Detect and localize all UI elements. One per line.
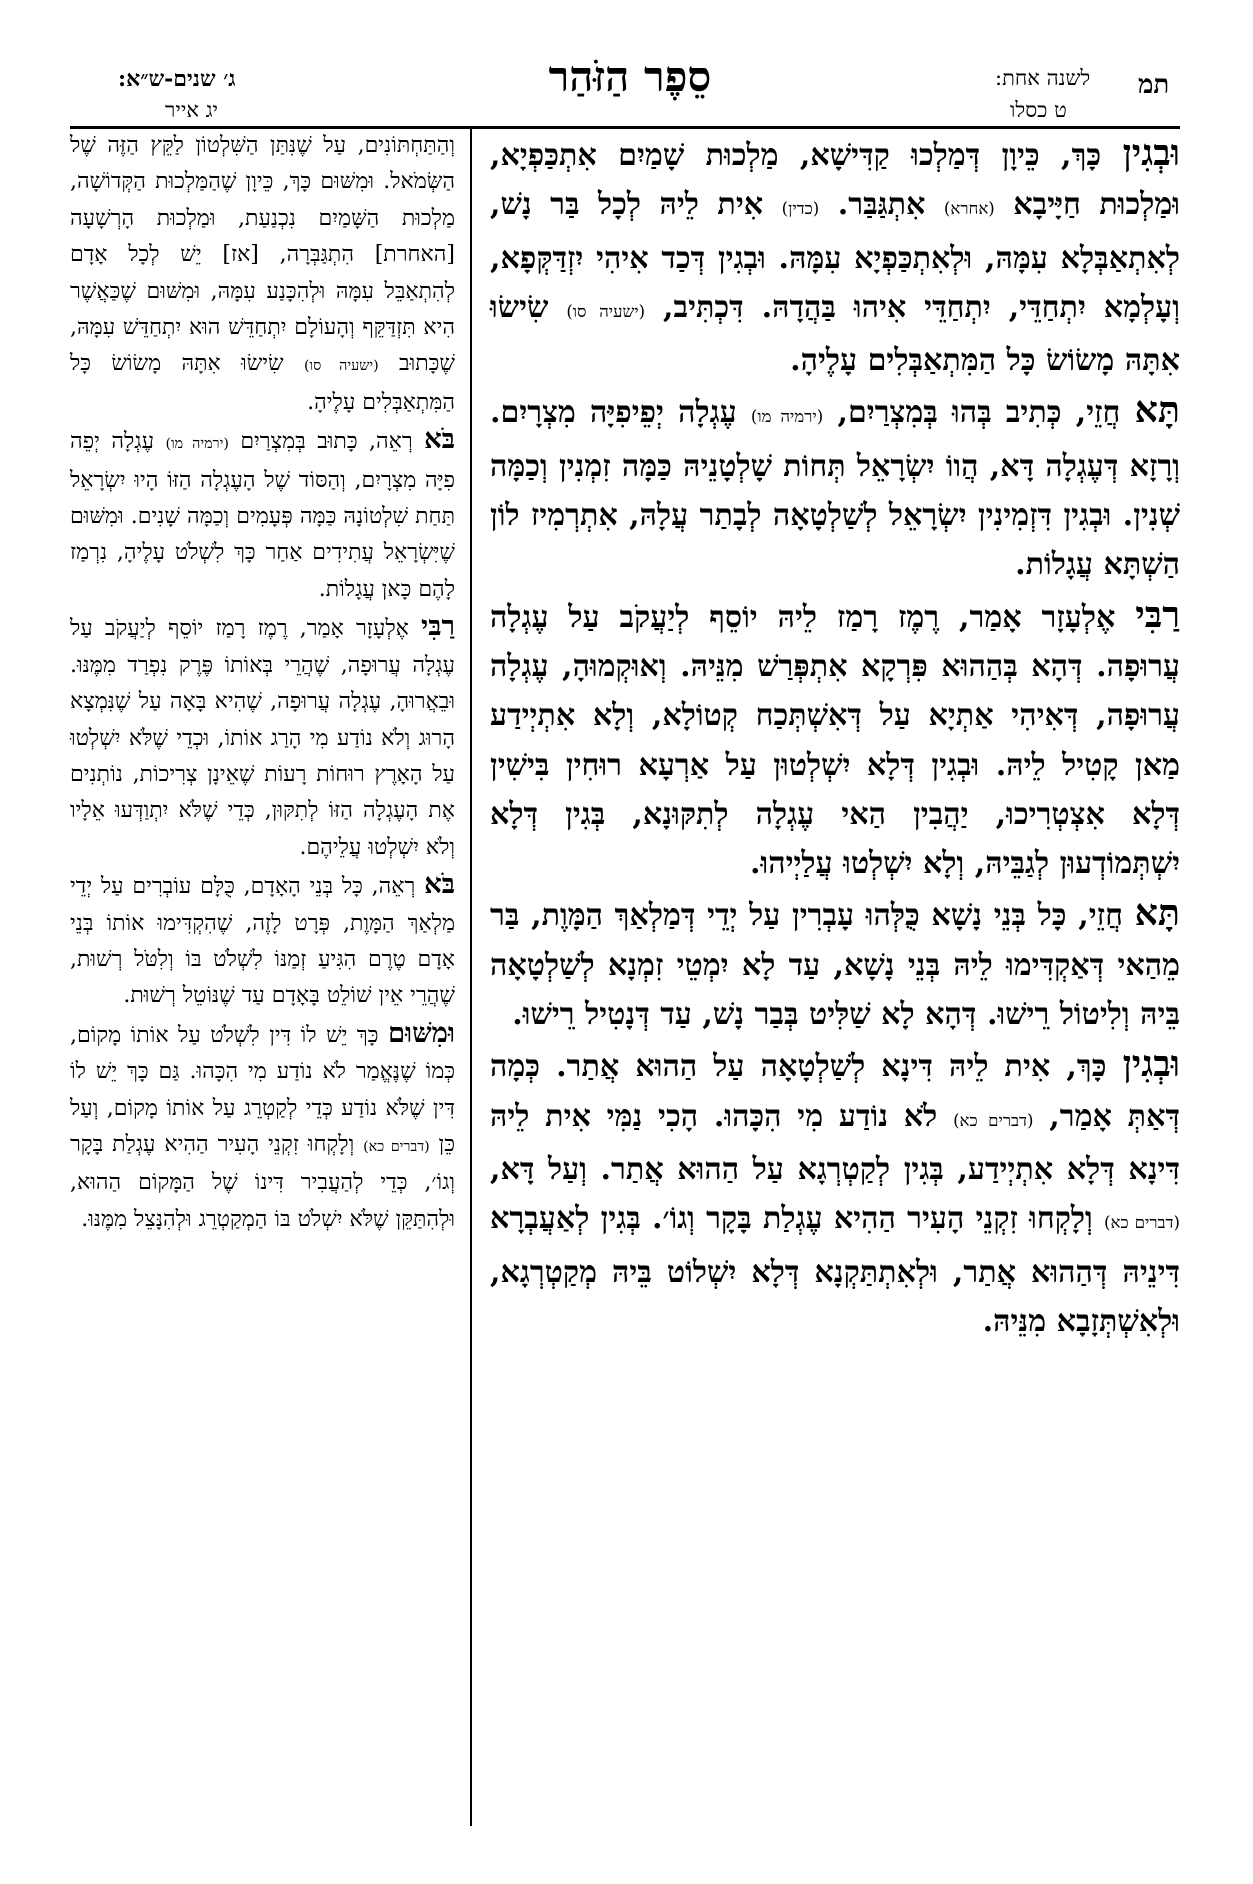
paragraph-text: אֶלְעָזָר אָמַר, רֶמֶז רָמַז לֵיהּ יוֹסֵף לְיַעֲקֹב עַל עֶגְלָה עֲרוּפָה. דְּהָא בְּהַהוּא פִּרְקָא אִתְפְּרַשׁ מִנֵּיהּ. וְאוּקְמוּהָ, עֶגְלָה עֲרוּפָה, דְּאִיהִי אַתְיָא עַל דְּאִשְׁתְּכַח קְטוֹלָא, וְלָא אִתְיְידַע מַאן קָטִיל לֵיהּ. וּבְגִין דְּלָא יִשְׁלְטוּן עַל אַרְעָא רוּחִין בִּישִׁין דְּלָא אִצְטְרִיכוּ, יַהֲבִין הַאי עֶגְלָה לְתִקּוּנָא, בְּגִין דְּלָא יִשְׁתְּמוֹדְעוּן לְגַבֵּיהּ, וְלָא יִשְׁלְטוּ עֲלַיְיהוּ. — [490, 599, 1180, 882]
side-schedule-label: ג׳ שנים-ש״א: — [118, 66, 236, 92]
paragraph-text: שִׂישׂוּ אִתָּהּ מָשׂוֹשׂ כָּל הַמִּתְאַבְּלִים עָלֶיהָ. — [70, 351, 455, 415]
opening-word: וּבְגִין — [1122, 131, 1180, 174]
translation-paragraph — [70, 421, 455, 608]
main-paragraph — [490, 128, 1180, 385]
book-title: סֵפֶר הַזֹּהַר — [548, 52, 712, 101]
paragraph-text: כָּךְ, אִית לֵיהּ דִּינָא לְשַׁלְטָאָה עַל הַהוּא אֲתַר. כְּמָה דְּאַתְּ אָמַר, — [490, 1049, 1180, 1134]
paragraph-text: רְאֵה, כָּתוּב בְּמִצְרַיִם — [228, 429, 425, 455]
source-ref: (ישעיה סו) — [303, 358, 379, 375]
paragraph-text: אִתְגַּבַּר. — [819, 187, 944, 223]
column-divider — [470, 126, 472, 1826]
source-ref: (ירמיה מו) — [165, 436, 229, 453]
paragraph-text: רְאֵה, כָּל בְּנֵי הָאָדָם, כֻּלָּם עוֹבְרִים עַל יְדֵי מַלְאַךְ הַמָּוֶת, פְּרָט לָזֶה, שֶׁהִקְדִּימוּ אוֹתוֹ בְּנֵי אָדָם טֶרֶם הִגִּיעַ זְמַנּוֹ לִשְׁלֹט בּוֹ וְלִטֹּל רְשׁוּת, שֶׁהֲרֵי אֵין שׁוֹלֵט בָּאָדָם עַד שֶׁנּוֹטֵל רְשׁוּת. — [70, 874, 455, 1009]
paragraph-text: חֲזֵי, כְּתִיב בְּהוּ בְּמִצְרַיִם, — [823, 395, 1135, 431]
translation-paragraph — [70, 1015, 455, 1238]
source-ref: (דברים כא) — [953, 1110, 1034, 1130]
opening-word: בֹּא — [424, 868, 455, 901]
source-ref: (כדין) — [781, 199, 820, 219]
paragraph-text: לֹא נוֹדַע מִי הִכָּהוּ. הָכִי נַמִּי אִית לֵיהּ דִּינָא דְּלָא אִתְיְידַע, בְּגִין לְקַטְרְגָא עַל הַהוּא אֲתַר. וְעַל דָּא, — [490, 1098, 1180, 1187]
page-number: תמ — [1138, 70, 1170, 100]
paragraph-text: אֶלְעָזָר אָמַר, רֶמֶז רָמַז יוֹסֵף לְיַעֲקֹב עַל עֶגְלָה עֲרוּפָה, שֶׁהֲרֵי בְּאוֹתוֹ פֶּרֶק נִפְרַד מִמֶּנּוּ. וּבֵאֲרוּהָ, עֶגְלָה עֲרוּפָה, שֶׁהִיא בָּאָה עַל שֶׁנִּמְצָא הָרוּג וְלֹא נוֹדַע מִי הָרַג אוֹתוֹ, וּכְדֵי שֶׁלֹּא יִשְׁלְטוּ עַל הָאָרֶץ רוּחוֹת רָעוֹת שֶׁאֵינָן צְרִיכוֹת, נוֹתְנִים אֶת הָעֶגְלָה הַזּוֹ לְתִקּוּן, כְּדֵי שֶׁלֹּא יִתְוַדְּעוּ אֵלָיו וְלֹא יִשְׁלְטוּ עֲלֵיהֶם. — [70, 616, 455, 860]
page-header — [0, 0, 1253, 120]
source-ref: (אחרא) — [943, 199, 995, 219]
opening-word: וּבְגִין — [1122, 1042, 1180, 1086]
paragraph-text: וְלָקְחוּ זִקְנֵי הָעִיר הַהִיא עֶגְלַת בָּקָר וְגוֹ׳, כְּדֵי לְהַעֲבִיר דִּינוֹ שֶׁל הַמָּקוֹם הַהוּא, וּלְהִתַּקֵּן שֶׁלֹּא יִשְׁלֹט בּוֹ הַמְקַטְרֵג וּלְהִנָּצֵל מִמֶּנּוּ. — [70, 1131, 455, 1232]
paragraph-text: אִית לֵיהּ לְכָל בַּר נָשׁ, לְאִתְאַבְּלָא עִמָּהּ, וּלְאִתְכַּפְיָא עִמָּהּ. וּבְגִין דְּכַד אִיהִי יִזְדַּקְּפָא, וְעָלְמָא יִתְחַדֵּי, יִתְחַדֵּי אִיהוּ בַּהֲדָהּ. דִּכְתִּיב, — [490, 187, 1180, 325]
translation-paragraph — [70, 866, 455, 1015]
source-ref: (דברים כא) — [363, 1138, 430, 1155]
paragraph-text: כָּךְ יֵשׁ לוֹ דִּין לִשְׁלֹט עַל אוֹתוֹ מָקוֹם, כְּמוֹ שֶׁנֶּאֱמַר לֹא נוֹדַע מִי הִכָּהוּ. גַּם כָּךְ יֵשׁ לוֹ דִּין שֶׁלֹּא נוֹדַע כְּדֵי לְקַטְרֵג עַל אוֹתוֹ מָקוֹם, וְעַל כֵּן — [70, 1022, 456, 1157]
main-schedule-date: ט כסלו — [1010, 98, 1067, 122]
source-ref: (ירמיה מו) — [750, 407, 824, 427]
main-paragraph — [490, 888, 1180, 1039]
translation-paragraph — [70, 128, 455, 421]
main-paragraph — [490, 385, 1180, 589]
opening-word: תָּא — [1134, 891, 1180, 935]
paragraph-text: וְהַתַּחְתּוֹנִים, עַל שֶׁנִּתַּן הַשִּׁלְטוֹן לַקֵּץ הַזֶּה שֶׁל הַשְּׂמֹאל. וּמִשּׁוּם כָּךְ, כֵּיוָן שֶׁהַמַּלְכוּת הַקְּדוֹשָׁה, מַלְכוּת הַשָּׁמַיִם נִכְנַעַת, וּמַלְכוּת הָרְשָׁעָה [האחרת] הִתְגַּבְּרָה, [אז] יֵשׁ לְכָל אָדָם לְהִתְאַבֵּל עִמָּהּ וּלְהִכָּנַע עִמָּהּ, וּמִשּׁוּם שֶׁכַּאֲשֶׁר הִיא תִּזְדַּקֵּף וְהָעוֹלָם יִתְחַדֵּשׁ הוּא יִתְחַדֵּשׁ עִמָּהּ, שֶׁכָּתוּב — [70, 133, 455, 377]
source-ref: (ישעיה סו) — [566, 301, 646, 321]
opening-word: בֹּא — [424, 423, 455, 456]
paragraph-text: כָּךְ, כֵּיוָן דְּמַלְכוּ קַדִּישָׁא, מַלְכוּת שָׁמַיִם אִתְכַּפְיָא, וּמַלְכוּת חַיָּיבָא — [490, 138, 1181, 223]
opening-word: וּמִשּׁוּם — [387, 1016, 455, 1049]
opening-word: רַבִּי — [1135, 592, 1180, 636]
side-schedule-date: יג אייר — [165, 98, 219, 122]
paragraph-text: חֲזֵי, כָּל בְּנֵי נָשָׁא כֻּלְּהוּ עָבְרִין עַל יְדֵי דְּמַלְאַךְ הַמָּוֶת, בַּר מֵהַאי דְּאַקְדִּימוּ לֵיהּ בְּנֵי נָשָׁא, עַד לָא יִמְטֵי זִמְנָא לְשַׁלְטָאָה בֵּיהּ וְלִיטוֹל רֵישׁוּ. דְּהָא לָא שַׁלִּיט בְּבַר נָשׁ, עַד דְּנָטִיל רֵישׁוּ. — [490, 898, 1180, 1033]
source-ref: (דברים כא) — [1104, 1213, 1181, 1233]
paragraph-text: וְלָקְחוּ זִקְנֵי הָעִיר הַהִיא עֶגְלַת בָּקָר וְגוֹ׳. בְּגִין לְאַעֲבְרָא דִּינֵיהּ דְּהַהוּא אֲתַר, וּלְאִתְתַּקְנָא דְּלָא יִשְׁלוֹט בֵּיהּ מְקַטְרְגָא, וּלְאִשְׁתְּזָבָא מִנֵּיהּ. — [490, 1201, 1180, 1339]
paragraph-text: שִׂישׂוּ אִתָּהּ מָשׂוֹשׂ כָּל הַמִּתְאַבְּלִים עָלֶיהָ. — [490, 289, 1180, 379]
main-paragraph — [490, 1039, 1180, 1346]
translation-paragraph — [70, 608, 455, 866]
paragraph-text: עֶגְלָה יְפֵיפִיָּה מִצְרָיִם. וְרָזָא דְּעֶגְלָה דָּא, הֲווֹ יִשְׂרָאֵל תְּחוֹת שָׁלְטָנֵיהּ כַּמָּה זִמְנִין וְכַמָּה שְׁנִין. וּבְגִין דִּזְמִינִין יִשְׂרָאֵל לְשַׁלְטָאָה לְבָתַר עֲלָהּ, אִתְרְמִיז לוֹן הַשְׁתָּא עֲגָלוֹת. — [490, 395, 1180, 583]
main-paragraph — [490, 590, 1180, 889]
main-schedule-label: לשנה אחת: — [995, 66, 1091, 90]
paragraph-text: עֶגְלָה יְפֵה פִיָּה מִצְרָיִם, וְהַסּוֹד שֶׁל הָעֶגְלָה הַזּוֹ הָיוּ יִשְׂרָאֵל תַּחַת שִׁלְטוֹנָהּ כַּמָּה פְּעָמִים וְכַמָּה שָׁנִים. וּמִשּׁוּם שֶׁיִּשְׂרָאֵל עֲתִידִים אַחַר כָּךְ לִשְׁלֹט עָלֶיהָ, נִרְמַז לָהֶם כָּאן עֲגָלוֹת. — [70, 429, 455, 602]
opening-word: רַבִּי — [421, 610, 455, 643]
opening-word: תָּא — [1134, 388, 1180, 432]
main-column — [490, 128, 1180, 1346]
translation-column — [70, 128, 455, 1238]
